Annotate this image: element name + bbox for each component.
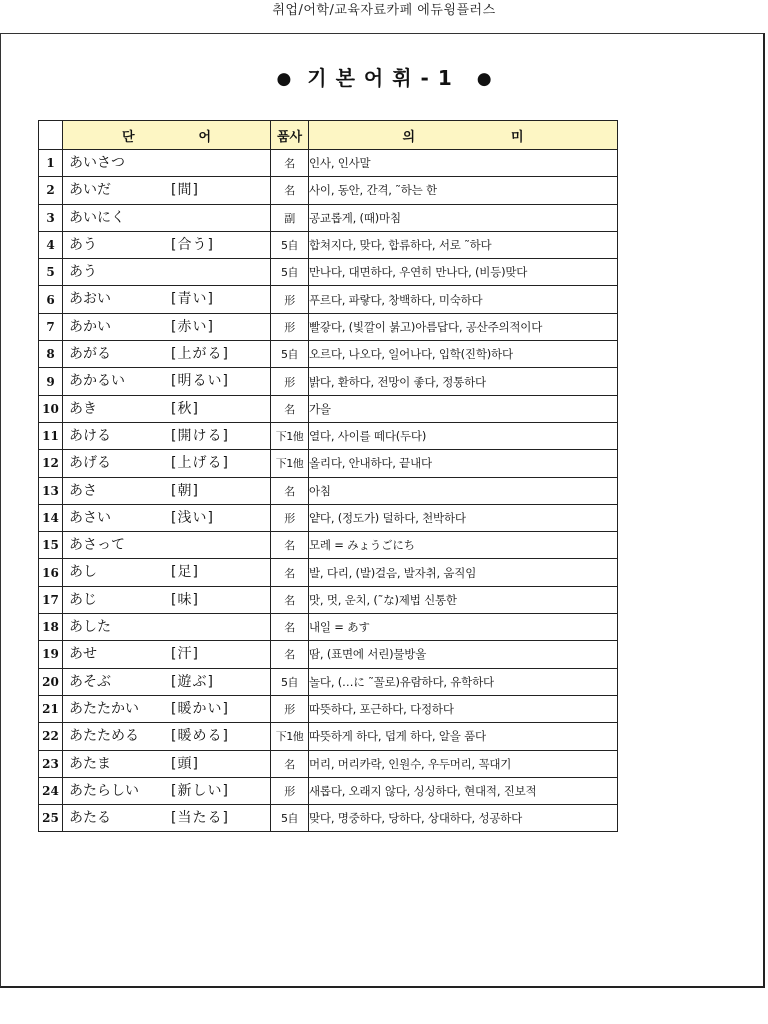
part-of-speech: 名 — [271, 177, 309, 204]
word-reading: あがる — [69, 346, 111, 363]
part-of-speech: 5自 — [271, 231, 309, 258]
row-number: 14 — [39, 504, 63, 531]
part-of-speech: 名 — [271, 559, 309, 586]
meaning-cell: 놀다, (…に ˜꼴로)유람하다, 유학하다 — [309, 668, 618, 695]
header-pos: 품사 — [271, 121, 309, 150]
table-row — [39, 204, 618, 231]
meaning-cell: 맛, 멋, 운치, (˜な)제법 신통한 — [309, 586, 618, 613]
meaning-cell: 만나다, 대면하다, 우연히 만나다, (비등)맞다 — [309, 259, 618, 286]
word-cell — [63, 750, 271, 777]
table-row — [39, 150, 618, 177]
word-kanji: [暖める] — [171, 728, 229, 745]
row-number: 18 — [39, 614, 63, 641]
table-row — [39, 777, 618, 804]
part-of-speech: 形 — [271, 368, 309, 395]
word-reading: あき — [69, 400, 97, 417]
table-row — [39, 477, 618, 504]
page-header: 취업/어학/교육자료카페 에듀윙플러스 — [272, 3, 496, 18]
word-cell — [63, 477, 271, 504]
meaning-cell: 아침 — [309, 477, 618, 504]
word-reading: あした — [69, 619, 111, 636]
meaning-cell: 새롭다, 오래지 않다, 싱싱하다, 현대적, 진보적 — [309, 777, 618, 804]
word-reading: あかるい — [69, 373, 125, 390]
word-kanji: [頭] — [171, 755, 199, 772]
word-kanji: [間] — [171, 182, 199, 199]
part-of-speech: 名 — [271, 150, 309, 177]
word-cell — [63, 504, 271, 531]
word-cell — [63, 150, 271, 177]
word-kanji: [赤い] — [171, 318, 214, 335]
header-meaning — [309, 121, 618, 150]
word-kanji: [合う] — [171, 236, 214, 253]
word-cell — [63, 777, 271, 804]
apple-icon: ● — [476, 69, 492, 89]
row-number: 23 — [39, 750, 63, 777]
meaning-cell: 얕다, (정도가) 덜하다, 천박하다 — [309, 504, 618, 531]
meaning-cell: 오르다, 나오다, 일어나다, 입학(진학)하다 — [309, 341, 618, 368]
meaning-cell: 사이, 동안, 간격, ˜하는 한 — [309, 177, 618, 204]
word-kanji: [暖かい] — [171, 700, 229, 717]
word-reading: あせ — [69, 646, 97, 663]
word-kanji: [明るい] — [171, 373, 229, 390]
part-of-speech: 下1他 — [271, 450, 309, 477]
part-of-speech: 名 — [271, 395, 309, 422]
table-row — [39, 695, 618, 722]
meaning-cell: 인사, 인사말 — [309, 150, 618, 177]
row-number: 11 — [39, 422, 63, 449]
word-kanji: [新しい] — [171, 782, 229, 799]
word-kanji: [汗] — [171, 646, 199, 663]
word-cell — [63, 586, 271, 613]
meaning-cell: 합쳐지다, 맞다, 합류하다, 서로 ˜하다 — [309, 231, 618, 258]
word-reading: あう — [69, 236, 97, 253]
table-row — [39, 341, 618, 368]
part-of-speech: 下1他 — [271, 422, 309, 449]
header-meaning-right: 미 — [511, 129, 524, 145]
table-row — [39, 668, 618, 695]
meaning-cell: 가을 — [309, 395, 618, 422]
meaning-cell: 땀, (표면에 서린)물방울 — [309, 641, 618, 668]
header-num — [39, 121, 63, 150]
meaning-cell: 열다, 사이를 떼다(두다) — [309, 422, 618, 449]
table-row — [39, 504, 618, 531]
word-cell — [63, 395, 271, 422]
row-number: 6 — [39, 286, 63, 313]
header-word-left: 단 — [121, 129, 135, 145]
table-row — [39, 641, 618, 668]
word-cell — [63, 204, 271, 231]
table-row — [39, 532, 618, 559]
row-number: 12 — [39, 450, 63, 477]
row-number: 9 — [39, 368, 63, 395]
table-row — [39, 723, 618, 750]
word-reading: あいにく — [69, 209, 125, 226]
row-number: 25 — [39, 805, 63, 832]
word-cell — [63, 614, 271, 641]
part-of-speech: 名 — [271, 477, 309, 504]
part-of-speech: 5自 — [271, 668, 309, 695]
table-row — [39, 559, 618, 586]
word-cell — [63, 695, 271, 722]
part-of-speech: 副 — [271, 204, 309, 231]
header-word-right: 어 — [198, 129, 212, 145]
part-of-speech: 名 — [271, 532, 309, 559]
meaning-cell: 따뜻하게 하다, 덥게 하다, 알을 품다 — [309, 723, 618, 750]
table-row — [39, 286, 618, 313]
row-number: 15 — [39, 532, 63, 559]
word-kanji: [朝] — [171, 482, 199, 499]
part-of-speech: 形 — [271, 695, 309, 722]
table-row — [39, 313, 618, 340]
row-number: 8 — [39, 341, 63, 368]
row-number: 17 — [39, 586, 63, 613]
row-number: 19 — [39, 641, 63, 668]
meaning-cell: 내일 = あす — [309, 614, 618, 641]
table-row — [39, 450, 618, 477]
vocabulary-table — [38, 120, 618, 832]
word-kanji: [開ける] — [171, 427, 229, 444]
table-row — [39, 614, 618, 641]
part-of-speech: 名 — [271, 750, 309, 777]
meaning-cell: 맞다, 명중하다, 당하다, 상대하다, 성공하다 — [309, 805, 618, 832]
word-reading: あし — [69, 564, 97, 581]
word-reading: あたたかい — [69, 700, 139, 717]
apple-icon: ● — [276, 69, 292, 89]
word-reading: あいさつ — [69, 155, 125, 171]
table-row — [39, 805, 618, 832]
word-cell — [63, 532, 271, 559]
word-cell — [63, 259, 271, 286]
word-cell — [63, 641, 271, 668]
table-row — [39, 259, 618, 286]
word-reading: あさって — [69, 537, 125, 554]
word-cell — [63, 559, 271, 586]
meaning-cell: 머리, 머리카락, 인원수, 우두머리, 꼭대기 — [309, 750, 618, 777]
word-reading: あける — [69, 427, 111, 444]
meaning-cell: 발, 다리, (발)걸음, 발자취, 움직임 — [309, 559, 618, 586]
row-number: 13 — [39, 477, 63, 504]
part-of-speech: 形 — [271, 286, 309, 313]
word-reading: あさ — [69, 482, 97, 499]
part-of-speech: 5自 — [271, 341, 309, 368]
row-number: 5 — [39, 259, 63, 286]
table-row — [39, 422, 618, 449]
table-row — [39, 177, 618, 204]
table-row — [39, 368, 618, 395]
word-cell — [63, 422, 271, 449]
word-cell — [63, 723, 271, 750]
word-cell — [63, 286, 271, 313]
row-number: 10 — [39, 395, 63, 422]
row-number: 2 — [39, 177, 63, 204]
word-cell — [63, 231, 271, 258]
meaning-cell: 모레 = みょうごにち — [309, 532, 618, 559]
word-kanji: [秋] — [171, 400, 199, 417]
meaning-cell: 밝다, 환하다, 전망이 좋다, 정통하다 — [309, 368, 618, 395]
part-of-speech: 5自 — [271, 259, 309, 286]
part-of-speech: 形 — [271, 777, 309, 804]
title-text: 기본어휘-1 — [307, 66, 461, 90]
table-row — [39, 750, 618, 777]
word-reading: あげる — [69, 455, 111, 472]
word-kanji: [上げる] — [171, 455, 229, 472]
row-number: 20 — [39, 668, 63, 695]
table-row — [39, 395, 618, 422]
row-number: 1 — [39, 150, 63, 177]
meaning-cell: 공교롭게, (때)마침 — [309, 204, 618, 231]
word-cell — [63, 368, 271, 395]
part-of-speech: 名 — [271, 614, 309, 641]
word-cell — [63, 177, 271, 204]
table-row — [39, 231, 618, 258]
part-of-speech: 名 — [271, 586, 309, 613]
row-number: 3 — [39, 204, 63, 231]
word-kanji: [遊ぶ] — [171, 673, 214, 690]
meaning-cell: 따뜻하다, 포근하다, 다정하다 — [309, 695, 618, 722]
page-title — [0, 62, 768, 95]
meaning-cell: 빨갛다, (빛깔이 붉고)아름답다, 공산주의적이다 — [309, 313, 618, 340]
row-number: 16 — [39, 559, 63, 586]
word-reading: あたる — [69, 810, 111, 827]
word-cell — [63, 341, 271, 368]
row-number: 4 — [39, 231, 63, 258]
word-kanji: [足] — [171, 564, 199, 581]
part-of-speech: 形 — [271, 313, 309, 340]
header-word — [63, 121, 271, 150]
word-reading: あたためる — [69, 728, 139, 745]
word-cell — [63, 668, 271, 695]
word-reading: あそぶ — [69, 673, 111, 690]
word-reading: あさい — [69, 509, 111, 526]
word-reading: あう — [69, 264, 97, 281]
part-of-speech: 形 — [271, 504, 309, 531]
word-reading: あたま — [69, 755, 111, 772]
row-number: 7 — [39, 313, 63, 340]
meaning-cell: 푸르다, 파랗다, 창백하다, 미숙하다 — [309, 286, 618, 313]
table-header-row — [39, 121, 618, 150]
word-reading: あおい — [69, 291, 111, 308]
word-reading: あいだ — [69, 182, 111, 199]
word-reading: あたらしい — [69, 782, 139, 799]
part-of-speech: 名 — [271, 641, 309, 668]
row-number: 24 — [39, 777, 63, 804]
word-cell — [63, 450, 271, 477]
row-number: 22 — [39, 723, 63, 750]
table-row — [39, 586, 618, 613]
word-kanji: [浅い] — [171, 509, 214, 526]
word-cell — [63, 313, 271, 340]
word-kanji: [上がる] — [171, 346, 229, 363]
header-meaning-left: 의 — [402, 129, 415, 145]
word-kanji: [当たる] — [171, 810, 229, 827]
part-of-speech: 下1他 — [271, 723, 309, 750]
word-cell — [63, 805, 271, 832]
meaning-cell: 올리다, 안내하다, 끝내다 — [309, 450, 618, 477]
word-reading: あかい — [69, 318, 111, 335]
row-number: 21 — [39, 695, 63, 722]
word-kanji: [青い] — [171, 291, 214, 308]
word-reading: あじ — [69, 591, 97, 608]
part-of-speech: 5自 — [271, 805, 309, 832]
word-kanji: [味] — [171, 591, 199, 608]
